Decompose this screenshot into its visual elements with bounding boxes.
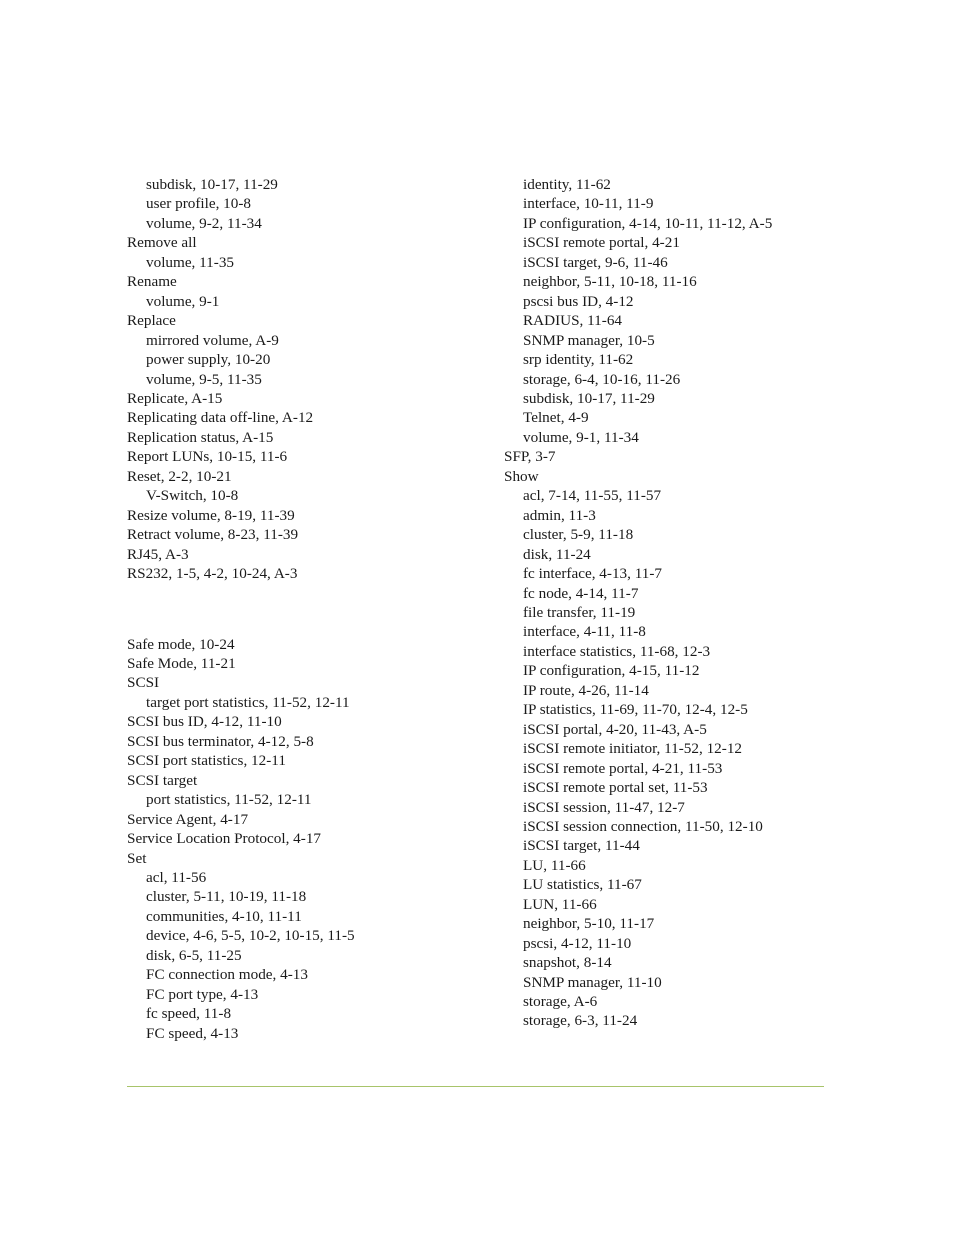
index-subentry: subdisk, 10-17, 11-29 bbox=[146, 176, 278, 193]
index-subentry: IP configuration, 4-15, 11-12 bbox=[523, 662, 700, 680]
index-subentry: identity, 11-62 bbox=[523, 176, 611, 193]
index-subentry: pscsi bus ID, 4-12 bbox=[523, 292, 634, 310]
index-subentry: port statistics, 11-52, 12-11 bbox=[146, 791, 312, 809]
index-subentry: volume, 9-5, 11-35 bbox=[146, 370, 262, 388]
index-subentry: neighbor, 5-11, 10-18, 11-16 bbox=[523, 273, 697, 291]
index-subentry: mirrored volume, A-9 bbox=[146, 331, 279, 349]
index-subentry: storage, A-6 bbox=[523, 993, 598, 1011]
index-subentry: iSCSI target, 11-44 bbox=[523, 837, 640, 855]
index-entry: Replicating data off-line, A-12 bbox=[127, 409, 314, 427]
index-subentry: disk, 6-5, 11-25 bbox=[146, 946, 242, 964]
index-subentry: file transfer, 11-19 bbox=[523, 603, 636, 621]
index-entry: Rename bbox=[127, 273, 177, 291]
index-entry: RJ45, A-3 bbox=[127, 545, 189, 563]
index-subentry: LU, 11-66 bbox=[523, 856, 586, 874]
index-entry: Reset, 2-2, 10-21 bbox=[127, 467, 232, 485]
index-entry: Remove all bbox=[127, 234, 197, 252]
index-subentry: cluster, 5-11, 10-19, 11-18 bbox=[146, 888, 307, 906]
index-subentry: subdisk, 10-17, 11-29 bbox=[523, 389, 655, 407]
index-subentry: target port statistics, 11-52, 12-11 bbox=[146, 693, 350, 711]
index-subentry: iSCSI session, 11-47, 12-7 bbox=[523, 798, 685, 816]
index-subentry: communities, 4-10, 11-11 bbox=[146, 907, 302, 925]
index-subentry: iSCSI remote portal, 4-21 bbox=[523, 234, 680, 252]
index-entry: Replace bbox=[127, 312, 176, 330]
index-subentry: Telnet, 4-9 bbox=[523, 409, 589, 427]
index-subentry: power supply, 10-20 bbox=[146, 351, 271, 369]
index-entry: Service Location Protocol, 4-17 bbox=[127, 830, 322, 848]
index-subentry: disk, 11-24 bbox=[523, 545, 591, 563]
footer-rule bbox=[127, 1086, 824, 1087]
index-entry: Replication status, A-15 bbox=[127, 428, 274, 446]
index-entry: RS232, 1-5, 4-2, 10-24, A-3 bbox=[127, 565, 298, 583]
index-subentry: volume, 9-1, 11-34 bbox=[523, 428, 639, 446]
index-entry: Replicate, A-15 bbox=[127, 389, 223, 407]
index-subentry: FC port type, 4-13 bbox=[146, 985, 259, 1003]
index-entry: SCSI target bbox=[127, 771, 198, 789]
index-entry: Safe mode, 10-24 bbox=[127, 635, 235, 653]
index-subentry: iSCSI remote portal, 4-21, 11-53 bbox=[523, 759, 723, 777]
index-entry: Service Agent, 4-17 bbox=[127, 810, 249, 828]
index-subentry: srp identity, 11-62 bbox=[523, 351, 634, 369]
index-subentry: V-Switch, 10-8 bbox=[146, 487, 239, 505]
index-subentry: iSCSI session connection, 11-50, 12-10 bbox=[523, 817, 763, 835]
index-subentry: iSCSI remote initiator, 11-52, 12-12 bbox=[523, 740, 743, 758]
section-gap bbox=[127, 584, 487, 635]
index-subentry: RADIUS, 11-64 bbox=[523, 312, 623, 330]
index-column-right bbox=[504, 175, 834, 1031]
index-entry: SFP, 3-7 bbox=[504, 448, 556, 466]
index-subentry: storage, 6-3, 11-24 bbox=[523, 1012, 638, 1030]
index-subentry: IP route, 4-26, 11-14 bbox=[523, 681, 649, 699]
index-subentry: LUN, 11-66 bbox=[523, 895, 597, 913]
index-subentry: LU statistics, 11-67 bbox=[523, 876, 642, 894]
index-entry: SCSI bus ID, 4-12, 11-10 bbox=[127, 713, 282, 731]
index-subentry: neighbor, 5-10, 11-17 bbox=[523, 915, 655, 933]
index-subentry: SNMP manager, 11-10 bbox=[523, 973, 662, 991]
index-subentry: fc speed, 11-8 bbox=[146, 1005, 232, 1023]
index-entry: Set bbox=[127, 849, 147, 867]
index-subentry: fc node, 4-14, 11-7 bbox=[523, 584, 639, 602]
index-subentry: volume, 9-1 bbox=[146, 292, 220, 310]
index-entry: SCSI port statistics, 12-11 bbox=[127, 752, 286, 770]
index-entry: SCSI bus terminator, 4-12, 5-8 bbox=[127, 732, 314, 750]
index-subentry: pscsi, 4-12, 11-10 bbox=[523, 934, 632, 952]
index-entry: Report LUNs, 10-15, 11-6 bbox=[127, 448, 288, 466]
index-subentry: cluster, 5-9, 11-18 bbox=[523, 526, 634, 544]
index-entry: SCSI bbox=[127, 674, 160, 692]
index-subentry: IP configuration, 4-14, 10-11, 11-12, A-5 bbox=[523, 214, 773, 232]
index-subentry: interface, 10-11, 11-9 bbox=[523, 195, 654, 213]
index-subentry: interface statistics, 11-68, 12-3 bbox=[523, 642, 711, 660]
index-subentry: snapshot, 8-14 bbox=[523, 954, 612, 972]
index-subentry: device, 4-6, 5-5, 10-2, 10-15, 11-5 bbox=[146, 927, 355, 945]
index-subentry: IP statistics, 11-69, 11-70, 12-4, 12-5 bbox=[523, 701, 748, 719]
index-subentry: user profile, 10-8 bbox=[146, 195, 252, 213]
index-entry: Resize volume, 8-19, 11-39 bbox=[127, 506, 295, 524]
index-subentry: FC speed, 4-13 bbox=[146, 1024, 239, 1042]
index-subentry: iSCSI target, 9-6, 11-46 bbox=[523, 253, 668, 271]
index-entry: Show bbox=[504, 467, 539, 485]
index-subentry: volume, 9-2, 11-34 bbox=[146, 214, 262, 232]
index-subentry: FC connection mode, 4-13 bbox=[146, 966, 308, 984]
index-entry: Safe Mode, 11-21 bbox=[127, 654, 236, 672]
index-subentry: acl, 11-56 bbox=[146, 868, 207, 886]
index-subentry: acl, 7-14, 11-55, 11-57 bbox=[523, 487, 662, 505]
index-subentry: volume, 11-35 bbox=[146, 253, 235, 271]
index-subentry: interface, 4-11, 11-8 bbox=[523, 623, 646, 641]
index-column-left bbox=[127, 175, 487, 1043]
index-subentry: iSCSI portal, 4-20, 11-43, A-5 bbox=[523, 720, 707, 738]
index-subentry: SNMP manager, 10-5 bbox=[523, 331, 655, 349]
index-subentry: admin, 11-3 bbox=[523, 506, 596, 524]
index-entry: Retract volume, 8-23, 11-39 bbox=[127, 526, 299, 544]
index-subentry: storage, 6-4, 10-16, 11-26 bbox=[523, 370, 681, 388]
index-subentry: fc interface, 4-13, 11-7 bbox=[523, 565, 663, 583]
index-subentry: iSCSI remote portal set, 11-53 bbox=[523, 779, 708, 797]
